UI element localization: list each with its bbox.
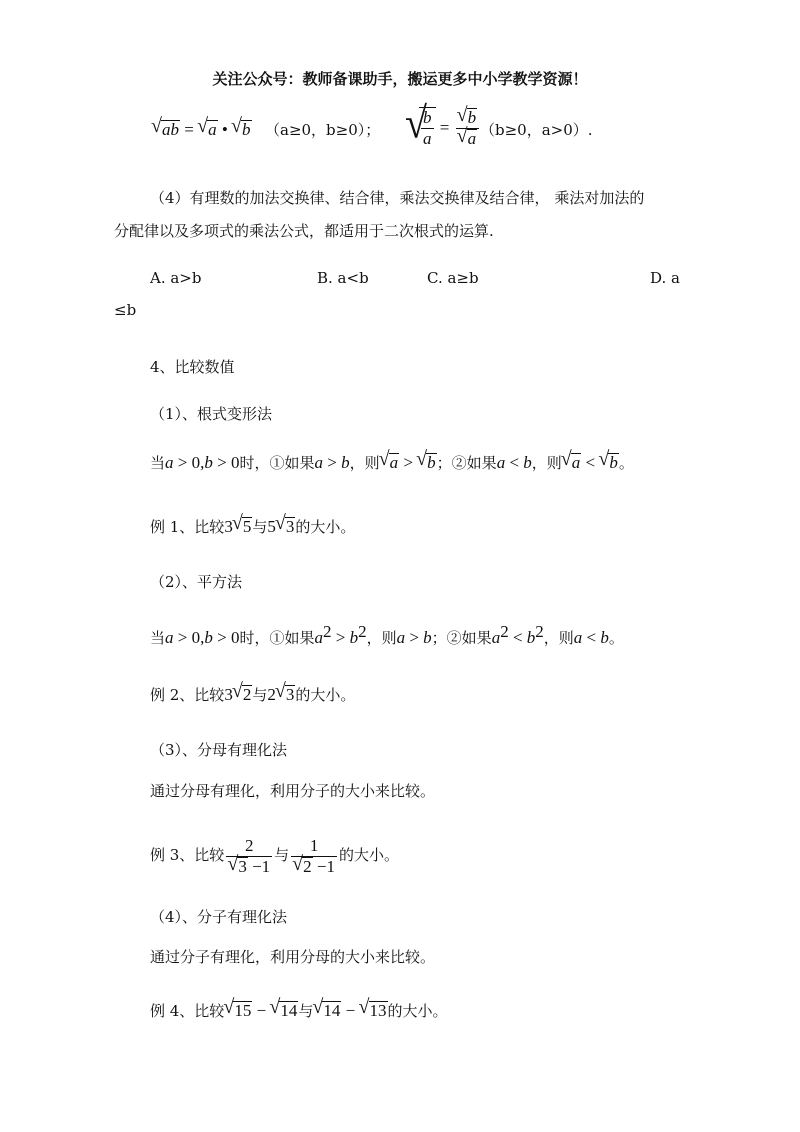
product-rule-formula: √ ab = √ a • √ b — [152, 119, 252, 141]
example4: 例 4、比较√ 15 − √ 14与√ 14 − √ 13的大小。 — [150, 1000, 448, 1022]
point4-line1: （4）有理数的加法交换律、结合律，乘法交换律及结合律， 乘法对加法的 — [150, 189, 645, 207]
option-c: C. a≥b — [427, 269, 479, 287]
options-row — [0, 267, 800, 289]
example3: 例 3、比较 2 √ 3 −1 与 1 √ 2 −1 的大小。 — [150, 831, 399, 879]
option-a: A. a>b — [150, 269, 202, 287]
method3-title: （3）、分母有理化法 — [150, 741, 288, 759]
method1-title: （1）、根式变形法 — [150, 405, 273, 423]
method4-desc: 通过分子有理化，利用分母的大小来比较。 — [150, 948, 436, 966]
option-d: D. a — [650, 269, 680, 287]
method2-rule: 当a > 0,b > 0时，①如果$a^2 > b^2$，则a > b；②如果$a^2 < b^2$，则a < b。 — [150, 622, 624, 647]
method1-rule: 当a > 0,b > 0时，①如果a > b，则√ a > √ b；②如果a < b，则√ a < √ b。 — [150, 452, 634, 474]
page-header: 关注公众号：教师备课助手，搬运更多中小学教学资源！ — [212, 70, 588, 88]
option-b: B. a<b — [317, 269, 369, 287]
method2-title: （2）、平方法 — [150, 573, 243, 591]
section-title: 4、比较数值 — [150, 358, 235, 376]
method3-desc: 通过分母有理化，利用分子的大小来比较。 — [150, 782, 436, 800]
example1: 例 1、比较3√ 5与5√ 3的大小。 — [150, 516, 355, 538]
product-rule-condition: （a≥0，b≥0）； — [265, 121, 381, 139]
method4-title: （4）、分子有理化法 — [150, 908, 288, 926]
example2: 例 2、比较3√ 2与2√ 3的大小。 — [150, 684, 355, 706]
quotient-rule-condition: （b≥0，a>0）. — [480, 121, 593, 139]
quotient-rule-formula: √ $\frac{b}{a}$ = √ b √ a — [407, 107, 481, 149]
option-d-wrap: ≤b — [114, 301, 137, 319]
point4-line2: 分配律以及多项式的乘法公式，都适用于二次根式的运算. — [114, 222, 494, 240]
